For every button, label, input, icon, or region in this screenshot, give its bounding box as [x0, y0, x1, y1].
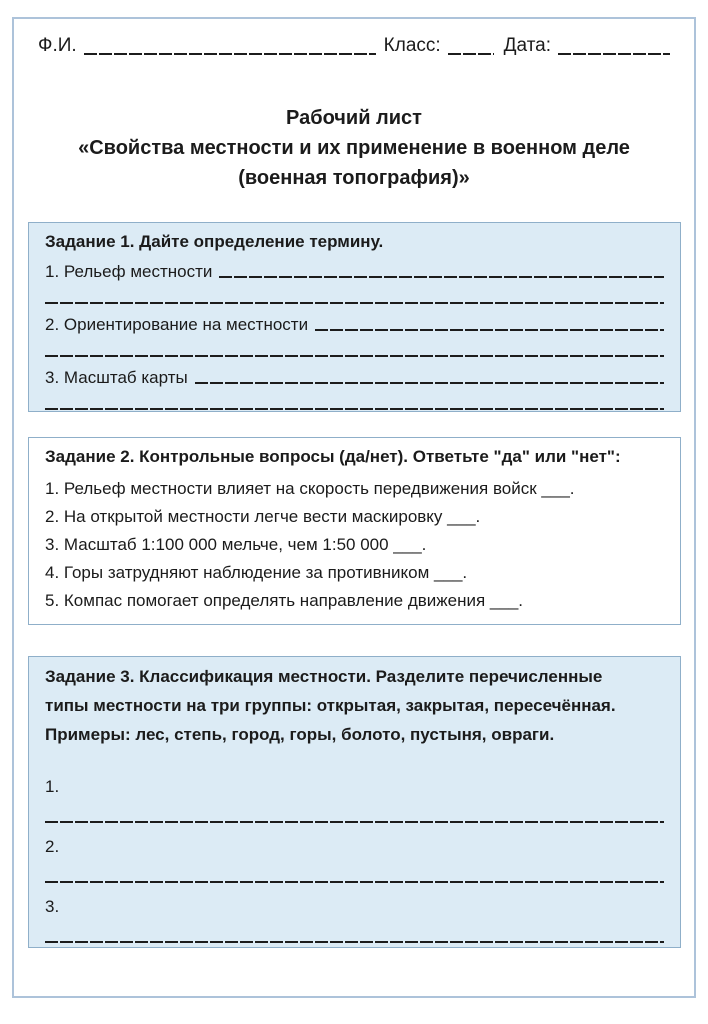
date-label: Дата:	[503, 35, 552, 56]
task-item-text: 1.	[45, 777, 60, 797]
answer-blank-line	[45, 857, 664, 887]
answer-underline	[45, 821, 664, 823]
task-item-text: 3.	[45, 897, 60, 917]
answer-blank-line	[45, 282, 664, 309]
answer-underline	[219, 276, 664, 278]
title-line-2: «Свойства местности и их применение в военном деле	[78, 137, 630, 159]
task-item-line	[45, 308, 664, 335]
task-3-heading: Задание 3. Классификация местности. Разделите перечисленные	[45, 667, 603, 686]
spacer-line	[45, 749, 664, 767]
task-box-2	[28, 437, 681, 625]
answer-blank-line	[45, 917, 664, 947]
answer-underline	[195, 382, 664, 384]
worksheet-page	[12, 17, 696, 998]
task-item-line	[45, 583, 664, 611]
title-line-3: (военная топография)»	[238, 167, 470, 189]
task-item-line	[45, 827, 664, 857]
task-item-text: 1. Рельеф местности	[45, 261, 213, 281]
title-line-1: Рабочий лист	[286, 107, 422, 129]
task-box-1	[28, 222, 681, 412]
answer-underline	[315, 329, 664, 331]
date-blank-line	[558, 53, 670, 55]
task-item-line	[45, 527, 664, 555]
task-item-text: 3. Масштаб карты	[45, 367, 188, 387]
task-item-text: 2. На открытой местности легче вести маскировку ___.	[45, 507, 481, 527]
answer-blank-line	[45, 388, 664, 413]
task-item-text: 1. Рельеф местности влияет на скорость передвижения войск ___.	[45, 479, 575, 499]
task-2-heading: Задание 2. Контрольные вопросы (да/нет). Ответьте "да" или "нет":	[45, 447, 621, 466]
task-item-line	[45, 499, 664, 527]
name-label: Ф.И.	[38, 35, 77, 56]
task-item-line	[45, 361, 664, 388]
answer-blank-line	[45, 335, 664, 362]
class-label: Класс:	[383, 35, 441, 56]
answer-underline	[45, 881, 664, 883]
task-item-line	[45, 255, 664, 282]
task-item-line	[45, 471, 664, 499]
answer-blank-line	[45, 797, 664, 827]
name-blank-line	[84, 53, 376, 55]
task-item-text: 3. Масштаб 1:100 000 мельче, чем 1:50 000 ___.	[45, 535, 427, 555]
task-item-line	[45, 887, 664, 917]
task-item-text: 5. Компас помогает определять направление движения ___.	[45, 591, 524, 611]
task-1-heading: Задание 1. Дайте определение термину.	[45, 232, 384, 251]
task-item-line	[45, 555, 664, 583]
answer-underline	[45, 941, 664, 943]
task-box-3	[28, 656, 681, 948]
class-blank-line	[448, 53, 494, 55]
header-fields	[38, 33, 674, 59]
task-item-line	[45, 767, 664, 797]
answer-underline	[45, 408, 664, 410]
task-3-heading: типы местности на три группы: открытая, закрытая, пересечённая.	[45, 696, 616, 715]
task-item-text: 4. Горы затрудняют наблюдение за противником ___.	[45, 563, 468, 583]
task-item-text: 2.	[45, 837, 60, 857]
answer-underline	[45, 302, 664, 304]
worksheet-title	[24, 103, 684, 193]
task-item-text: 2. Ориентирование на местности	[45, 314, 309, 334]
answer-underline	[45, 355, 664, 357]
task-3-heading: Примеры: лес, степь, город, горы, болото, пустыня, овраги.	[45, 725, 555, 744]
